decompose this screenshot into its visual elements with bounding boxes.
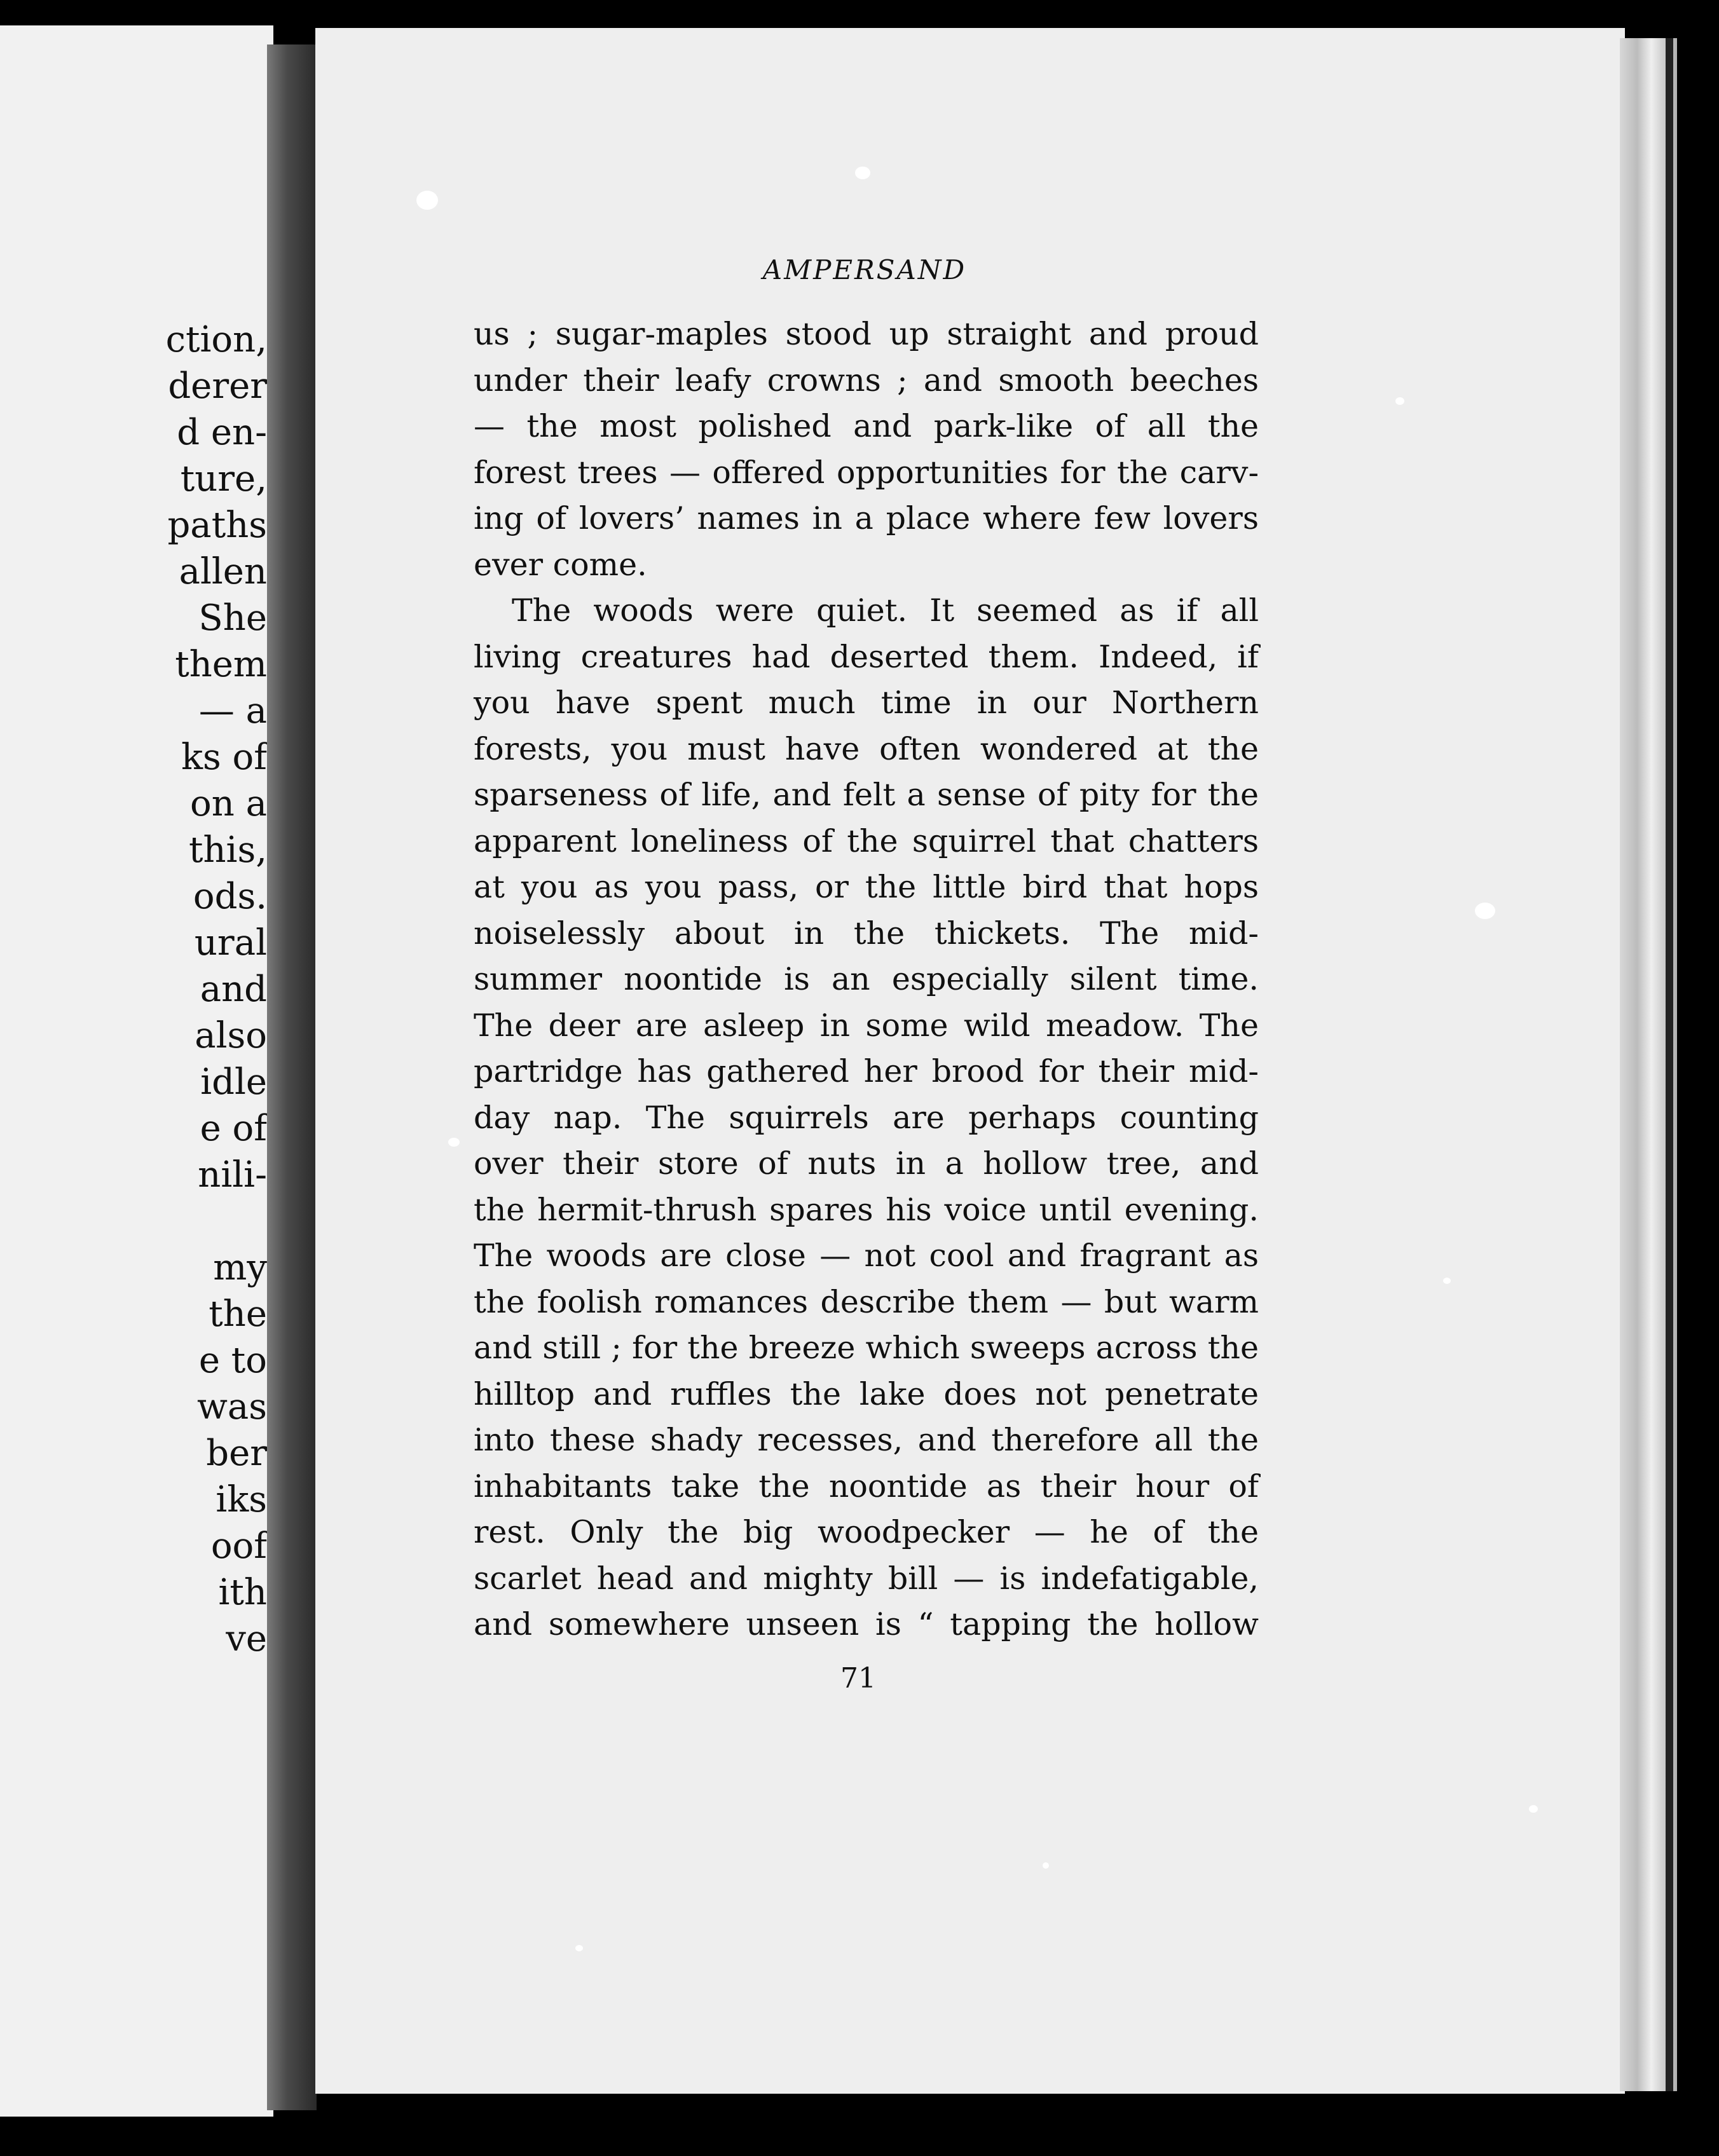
facing-page-fragment: derer [168,365,267,407]
gutter-shadow [267,44,317,2110]
facing-page-fragment: oof [210,1525,267,1567]
facing-page-fragment: the [209,1293,267,1335]
dust-speck [448,1138,460,1147]
facing-page-fragment: and [200,969,267,1010]
text-line: day nap. The squirrels are perhaps counting [474,1099,1259,1136]
text-line: inhabitants take the noontide as their hour of [474,1468,1259,1504]
body-text [474,311,1259,1648]
facing-page-fragment: e of [200,1108,267,1149]
facing-page-fragment: also [195,1015,267,1056]
running-head: AMPERSAND [762,254,967,285]
text-line: ever come. [474,546,647,583]
dust-speck [575,1945,583,1951]
text-line: partridge has gathered her brood for their mid- [474,1053,1259,1089]
text-line: forest trees — offered opportunities for the carv- [474,454,1259,491]
text-line: apparent loneliness of the squirrel that chatters [474,822,1259,859]
facing-page-text-fragments [0,317,267,1662]
text-line: forests, you must have often wondered at the [474,730,1259,767]
facing-page-fragment: ber [206,1433,267,1474]
text-line: you have spent much time in our Northern [474,685,1259,721]
dust-speck [416,191,438,210]
page-edge-line [1666,38,1673,2091]
text-line: and somewhere unseen is “ tapping the hollow [474,1606,1259,1642]
text-line: the hermit-thrush spares his voice until evening. [474,1191,1259,1228]
facing-page-blank-line [0,1198,267,1245]
dust-speck [1395,397,1404,405]
facing-page-fragment: them [175,644,267,685]
facing-page-fragment: ith [218,1572,267,1613]
facing-page-fragment: idle [200,1061,267,1103]
text-line: rest. Only the big woodpecker — he of the [474,1514,1259,1550]
dust-speck [1043,1862,1049,1869]
text-line: under their leafy crowns ; and smooth beeches [474,362,1259,399]
text-line: the foolish romances describe them — but warm [474,1283,1259,1320]
text-line: scarlet head and mighty bill — is indefatigable, [474,1560,1259,1597]
facing-page-fragment: d en- [177,412,267,453]
text-line: over their store of nuts in a hollow tree, and [474,1145,1259,1182]
facing-page-fragment: ks of [181,737,267,778]
facing-page-fragment: nili- [198,1154,267,1196]
facing-page-fragment: my [213,1247,267,1288]
text-line: The deer are asleep in some wild meadow. The [474,1007,1259,1044]
text-line: us ; sugar-maples stood up straight and proud [474,316,1259,352]
text-line: living creatures had deserted them. Indeed, if [474,638,1259,675]
facing-page-fragment: ture, [180,458,267,500]
dust-speck [1443,1278,1451,1284]
dust-speck [1475,903,1495,919]
text-line: — the most polished and park-like of all the [474,408,1259,444]
facing-page-fragment: was [196,1386,267,1428]
facing-page-fragment: allen [179,551,267,592]
text-line: and still ; for the breeze which sweeps across the [474,1330,1259,1366]
text-line: ing of lovers’ names in a place where few lovers [474,500,1259,536]
facing-page-left [0,25,273,2117]
facing-page-fragment: paths [167,505,267,546]
text-line: The woods are close — not cool and fragrant as [474,1238,1259,1274]
facing-page-fragment: She [198,597,267,639]
facing-page-fragment: iks [216,1479,267,1520]
text-line: at you as you pass, or the little bird that hops [474,869,1259,905]
text-line: into these shady recesses, and therefore all the [474,1422,1259,1458]
text-line: The woods were quiet. It seemed as if all [512,592,1259,629]
facing-page-fragment: e to [198,1340,267,1381]
dust-speck [855,167,870,179]
facing-page-fragment: ural [194,922,267,964]
text-line: hilltop and ruffles the lake does not penetrate [474,1375,1259,1412]
facing-page-fragment: on a [190,783,267,824]
text-line: summer noontide is an especially silent time. [474,961,1259,997]
dust-speck [1529,1805,1538,1813]
facing-page-fragment: ods. [193,876,267,917]
facing-page-fragment: ve [226,1618,267,1660]
facing-page-fragment: this, [188,829,267,871]
facing-page-fragment: ction, [165,319,267,360]
text-line: noiselessly about in the thickets. The mid- [474,915,1259,952]
facing-page-fragment: — a [198,690,267,732]
page-number: 71 [840,1662,876,1695]
text-line: sparseness of life, and felt a sense of pity for the [474,777,1259,813]
